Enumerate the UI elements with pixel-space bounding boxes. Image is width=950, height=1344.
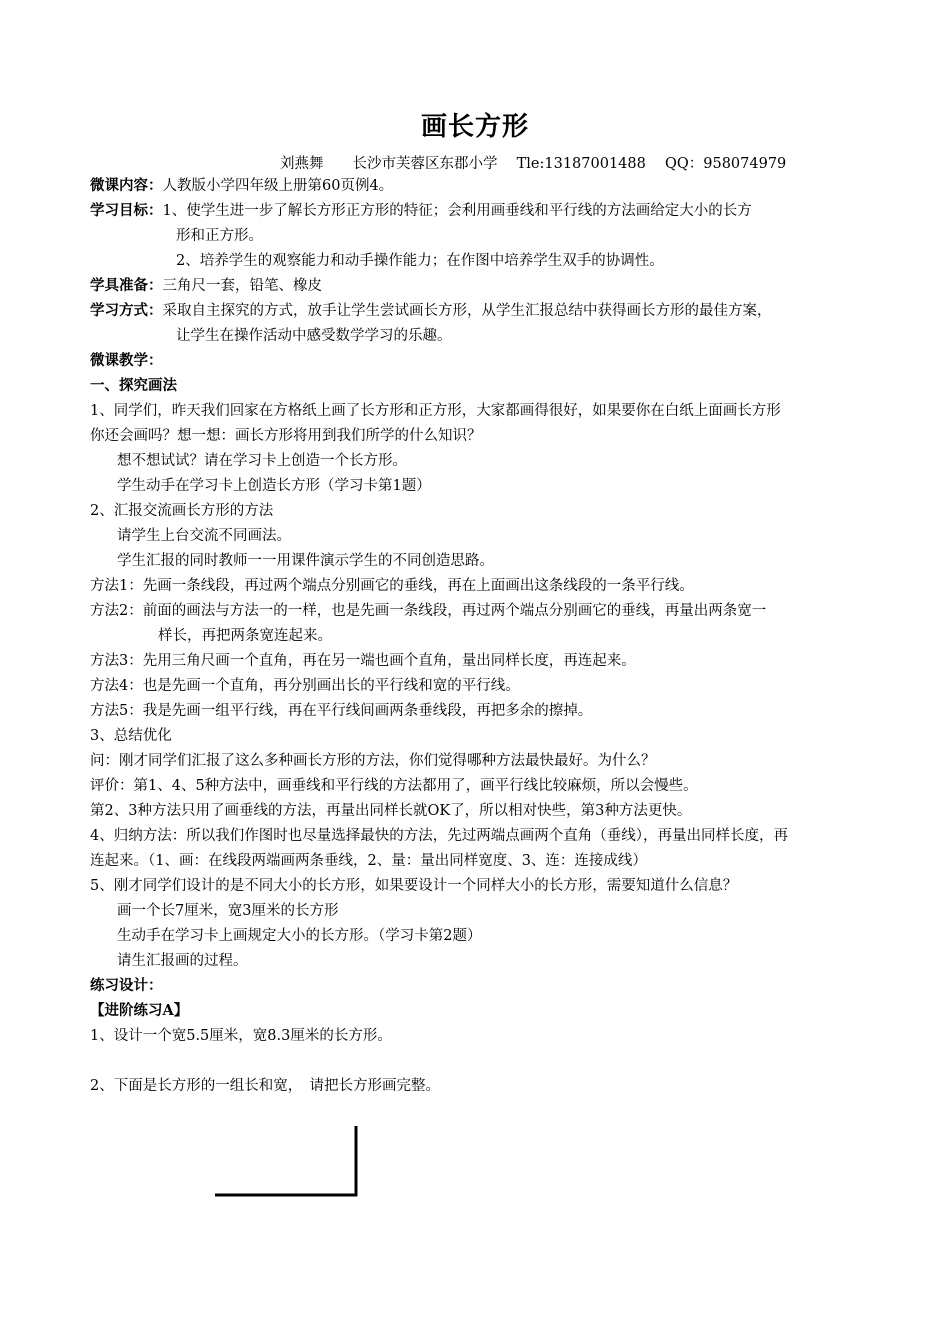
line-method-cont: 让学生在操作活动中感受数学学习的乐趣。 xyxy=(176,328,452,344)
author-line: 刘燕舞 长沙市芙蓉区东郡小学 Tle:13187001488 QQ：958074979 xyxy=(280,156,787,172)
label-tools: 学具准备： xyxy=(90,277,163,294)
paragraph-line: 问：刚才同学们汇报了这么多种画长方形的方法，你们觉得哪种方法最快最好。为什么？ xyxy=(90,753,656,769)
paragraph-line: 学生动手在学习卡上创造长方形（学习卡第1题） xyxy=(117,478,431,494)
document-title: 画长方形 xyxy=(420,112,529,142)
paragraph-line: 2、汇报交流画长方形的方法 xyxy=(90,503,274,519)
paragraph-line: 画一个长7厘米，宽3厘米的长方形 xyxy=(117,903,339,919)
heading-practice: 练习设计： xyxy=(90,977,163,994)
line-tools: 学具准备：三角尺一套，铅笔、橡皮 xyxy=(90,277,322,294)
paragraph-line: 方法2：前面的画法与方法一的一样，也是先画一条线段，再过两个端点分别画它的垂线，再量出两条宽一 xyxy=(90,603,767,619)
line-goal: 学习目标：1、使学生进一步了解长方形正方形的特征；会利用画垂线和平行线的方法画给定大小的长方 xyxy=(90,202,752,219)
line-content: 微课内容：人教版小学四年级上册第60页例4。 xyxy=(90,177,394,194)
paragraph-line: 学生汇报的同时教师一一用课件演示学生的不同创造思路。 xyxy=(117,553,494,569)
paragraph-line: 1、同学们，昨天我们回家在方格纸上画了长方形和正方形，大家都画得很好，如果要你在白纸上面画长方形 xyxy=(90,403,781,419)
paragraph-line: 方法1：先画一条线段，再过两个端点分别画它的垂线，再在上面画出这条线段的一条平行线。 xyxy=(90,578,694,594)
paragraph-line: 5、刚才同学们设计的是不同大小的长方形，如果要设计一个同样大小的长方形，需要知道什么信息？ xyxy=(90,878,738,894)
paragraph-line: 请生汇报画的过程。 xyxy=(117,953,248,969)
paragraph-line: 评价：第1、4、5种方法中，画垂线和平行线的方法都用了，画平行线比较麻烦，所以会慢些。 xyxy=(90,778,698,794)
paragraph-line: 3、总结优化 xyxy=(90,728,172,744)
line-method: 学习方式：采取自主探究的方式，放手让学生尝试画长方形，从学生汇报总结中获得画长方形的最佳方案， xyxy=(90,302,772,319)
line-goal-2: 2、培养学生的观察能力和动手操作能力；在作图中培养学生双手的协调性。 xyxy=(176,253,664,269)
paragraph-line: 想不想试试？请在学习卡上创造一个长方形。 xyxy=(117,453,407,469)
paragraph-line: 生动手在学习卡上画规定大小的长方形。（学习卡第2题） xyxy=(117,928,482,944)
heading-practice-a: 【进阶练习A】 xyxy=(90,1002,189,1019)
label-goal: 学习目标： xyxy=(90,202,163,219)
paragraph-line: 方法5：我是先画一组平行线，再在平行线间画两条垂线段，再把多余的擦掉。 xyxy=(90,703,593,719)
paragraph-line: 你还会画吗？想一想：画长方形将用到我们所学的什么知识？ xyxy=(90,428,482,444)
heading-explore: 一、探究画法 xyxy=(90,377,177,394)
paragraph-line: 第2、3种方法只用了画垂线的方法，再量出同样长就OK了，所以相对快些，第3种方法更快。 xyxy=(90,803,692,819)
paragraph-line: 请学生上台交流不同画法。 xyxy=(117,528,291,544)
exercise-2: 2、下面是长方形的一组长和宽， 请把长方形画完整。 xyxy=(90,1078,440,1094)
paragraph-line: 连起来。（1、画：在线段两端画两条垂线，2、量：量出同样宽度、3、连：连接成线） xyxy=(90,853,647,869)
paragraph-line: 方法4：也是先画一个直角，再分别画出长的平行线和宽的平行线。 xyxy=(90,678,520,694)
paragraph-line: 方法3：先用三角尺画一个直角，再在另一端也画个直角，量出同样长度，再连起来。 xyxy=(90,653,636,669)
heading-micro-teaching: 微课教学： xyxy=(90,352,163,369)
paragraph-line: 样长，再把两条宽连起来。 xyxy=(158,628,332,644)
exercise-1: 1、设计一个宽5.5厘米，宽8.3厘米的长方形。 xyxy=(90,1028,392,1044)
line-goal-cont: 形和正方形。 xyxy=(176,228,263,244)
label-content: 微课内容： xyxy=(90,177,163,194)
label-method: 学习方式： xyxy=(90,302,163,319)
paragraph-line: 4、归纳方法：所以我们作图时也尽量选择最快的方法，先过两端点画两个直角（垂线），再量出同样长度，再 xyxy=(90,828,788,844)
